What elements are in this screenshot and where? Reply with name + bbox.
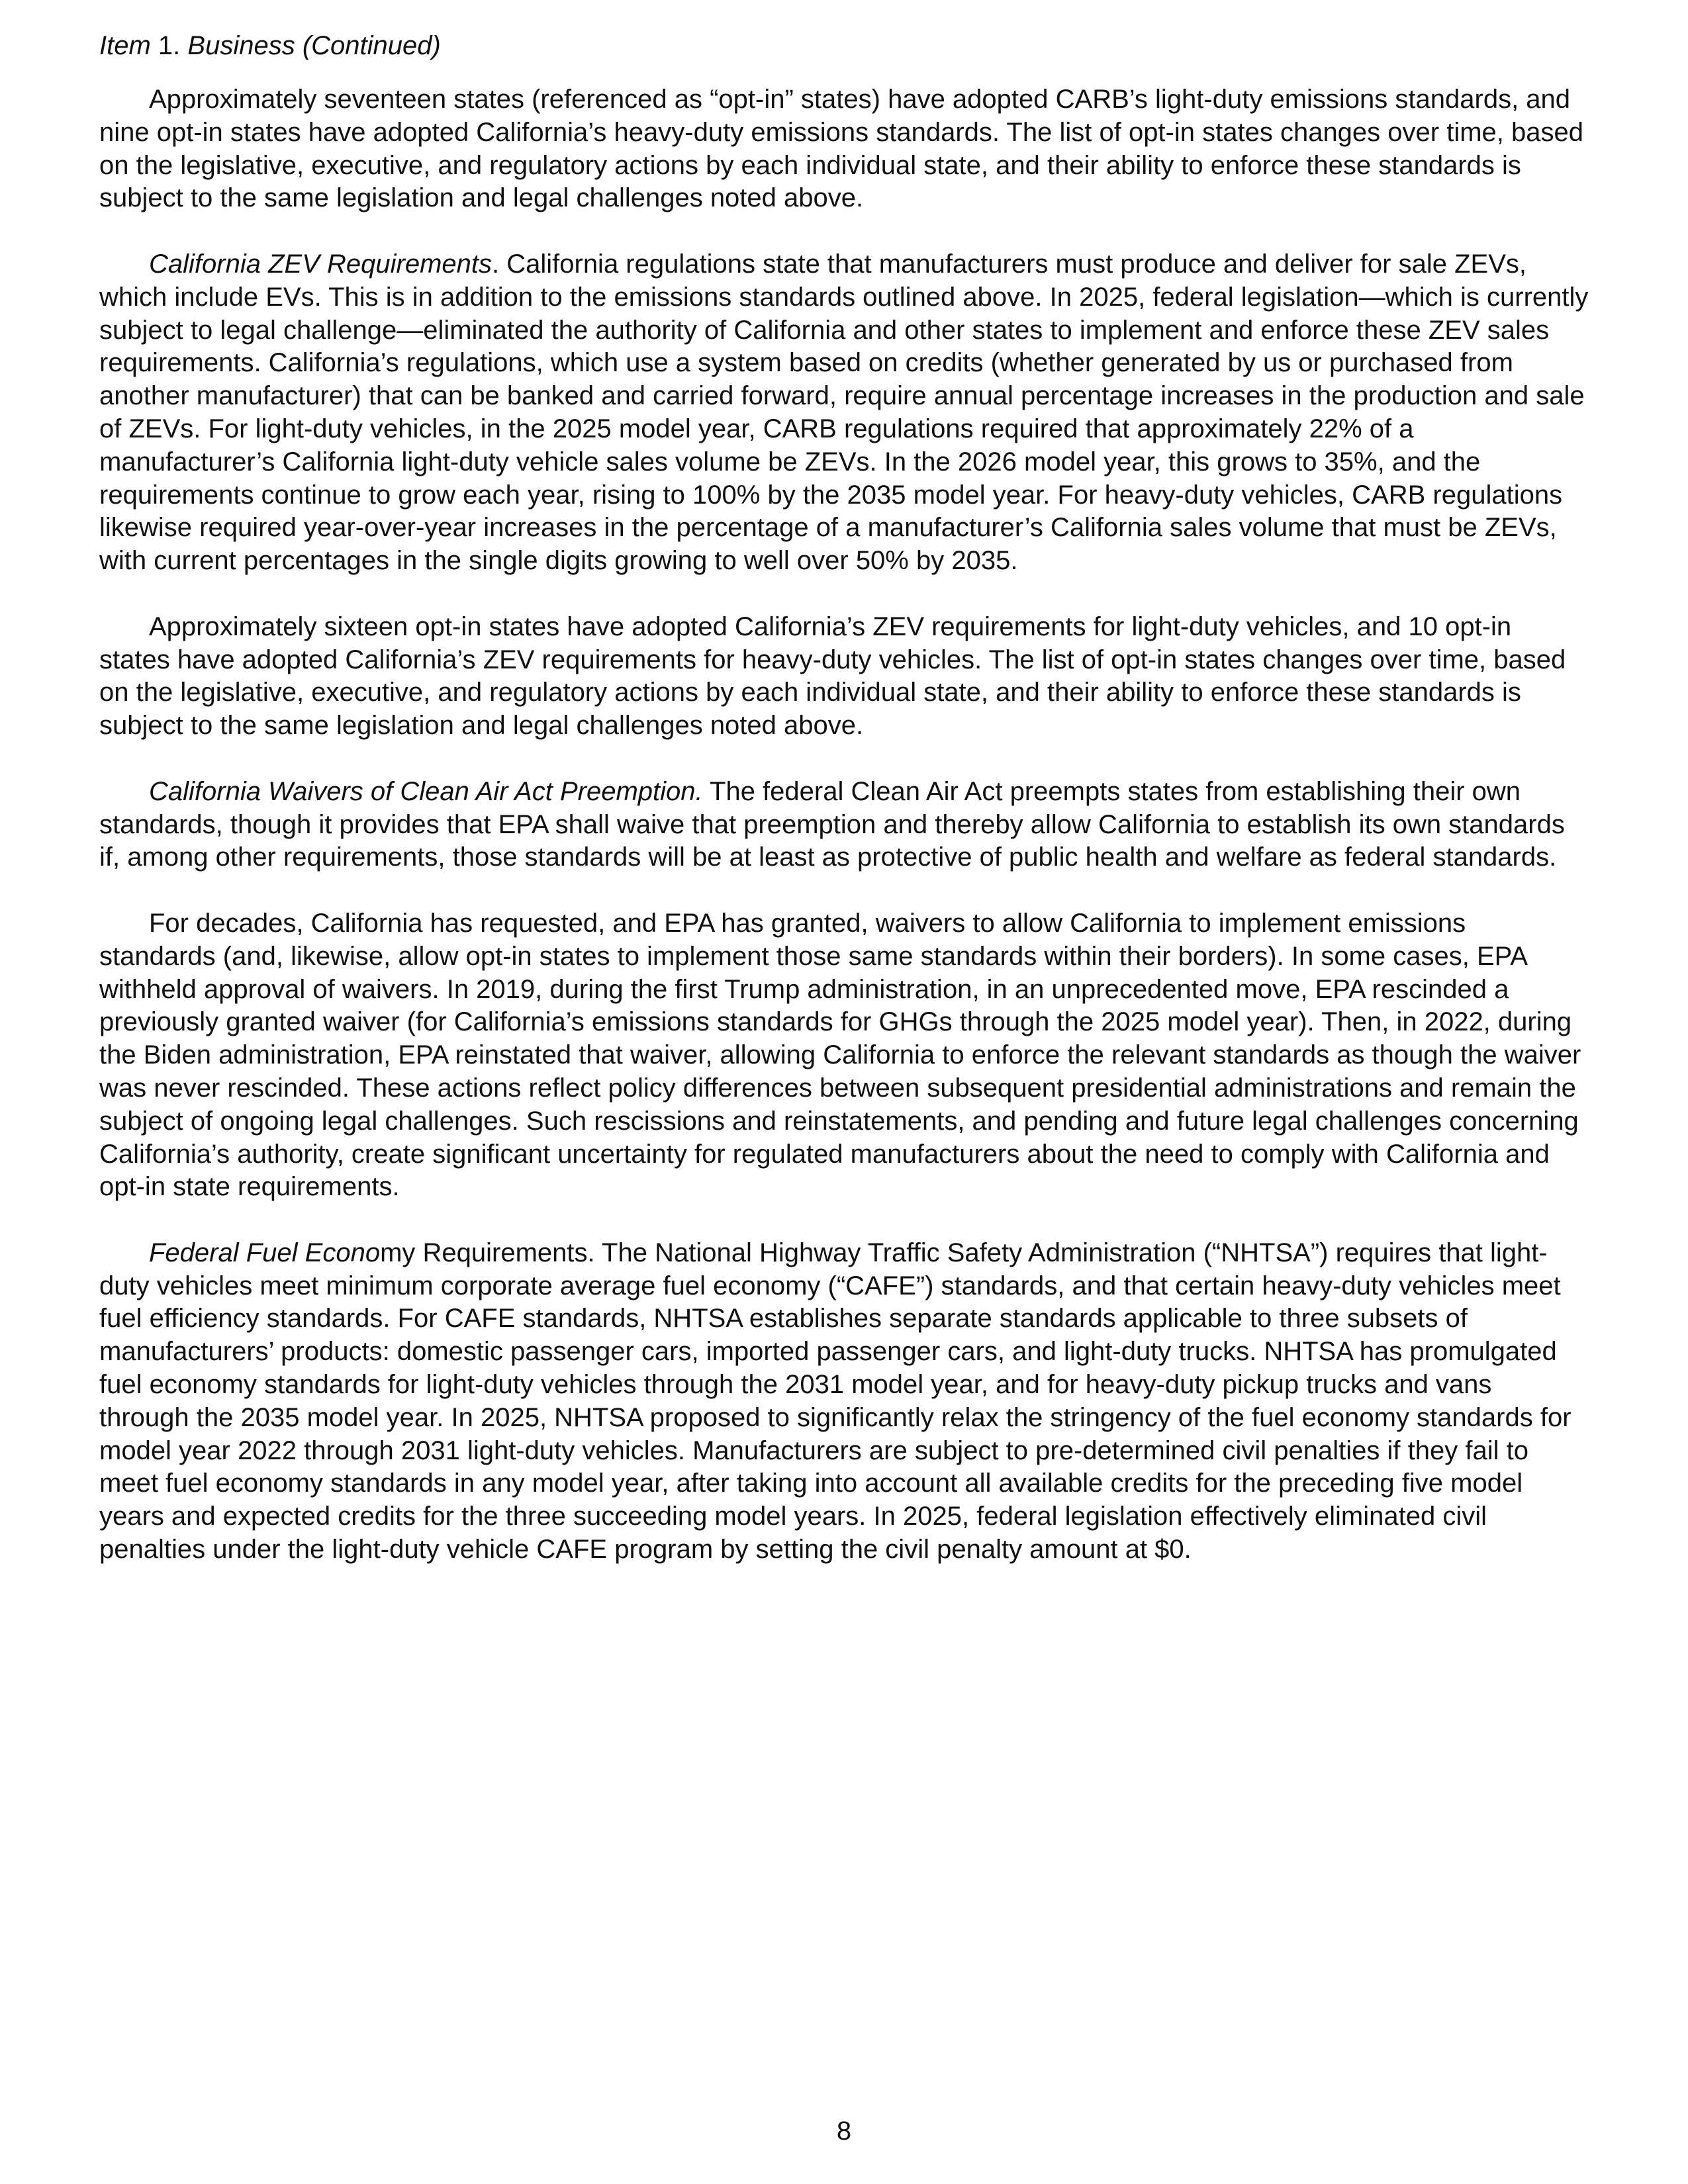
header-item-number: 1. — [158, 31, 181, 60]
paragraph-text: The federal Clean Air Act preempts states from establishing their own standards, though it provides that EPA shall waive that preemption and thereby allow California to establish its own standards if, among other requirements, those standards will be at least as protective of public health and welfare as federal standards. — [99, 776, 1565, 872]
section-header — [99, 26, 1589, 65]
paragraph-zev-opt-in-states — [99, 611, 1589, 743]
paragraph-lead: California Waivers of Clean Air Act Preemption. — [149, 776, 703, 806]
paragraph-opt-in-states — [99, 83, 1589, 215]
paragraph-clean-air-act-waivers — [99, 776, 1589, 874]
paragraph-text: Approximately sixteen opt-in states have adopted California’s ZEV requirements for light-duty vehicles, and 10 opt-in states have adopted California’s ZEV requirements for heavy-duty vehicles. The list of opt-in states changes over time, based on the legislative, executive, and regulatory actions by each individual state, and their ability to enforce these standards is subject to the same legislation and legal challenges noted above. — [99, 612, 1566, 741]
header-section-title: Business (Continued) — [187, 31, 441, 60]
paragraph-lead: California ZEV Requirements — [149, 249, 492, 279]
paragraph-text: Approximately seventeen states (referenced as “opt-in” states) have adopted CARB’s light-duty emissions standards, and nine opt-in states have adopted California’s heavy-duty emissions standards. The list of opt-in states changes over time, based on the legislative, executive, and regulatory actions by each individual state, and their ability to enforce these standards is subject to the same legislation and legal challenges noted above. — [99, 85, 1583, 213]
page-number: 8 — [836, 2116, 852, 2146]
header-item-label: Item — [99, 31, 151, 60]
paragraph-text: my Requirements. The National Highway Traffic Safety Administration (“NHTSA”) requires that light-duty vehicles meet minimum corporate average fuel economy (“CAFE”) standards, and that certain heavy-duty vehicles meet fuel efficiency standards. For CAFE standards, NHTSA establishes separate standards applicable to three subsets of manufacturers’ products: domestic passenger cars, imported passenger cars, and light-duty trucks. NHTSA has promulgated fuel economy standards for light-duty vehicles through the 2031 model year, and for heavy-duty pickup trucks and vans through the 2035 model year. In 2025, NHTSA proposed to significantly relax the stringency of the fuel economy standards for model year 2022 through 2031 light-duty vehicles. Manufacturers are subject to pre-determined civil penalties if they fail to meet fuel economy standards in any model year, after taking into account all available credits for the preceding five model years and expected credits for the three succeeding model years. In 2025, federal legislation effectively eliminated civil penalties under the light-duty vehicle CAFE program by setting the civil penalty amount at $0. — [99, 1238, 1571, 1565]
paragraph-text: For decades, California has requested, and EPA has granted, waivers to allow California to implement emissions standards (and, likewise, allow opt-in states to implement those same standards within their borders). In some cases, EPA withheld approval of waivers. In 2019, during the first Trump administration, in an unprecedented move, EPA rescinded a previously granted waiver (for California’s emissions standards for GHGs through the 2025 model year). Then, in 2022, during the Biden administration, EPA reinstated that waiver, allowing California to enforce the relevant standards as though the waiver was never rescinded. These actions reflect policy differences between subsequent presidential administrations and remain the subject of ongoing legal challenges. Such rescissions and reinstatements, and pending and future legal challenges concerning California’s authority, create significant uncertainty for regulated manufacturers about the need to comply with California and opt-in state requirements. — [99, 908, 1581, 1202]
paragraph-waiver-history — [99, 907, 1589, 1204]
document-page — [99, 26, 1589, 1600]
paragraph-federal-fuel-economy — [99, 1237, 1589, 1567]
paragraph-california-zev-requirements — [99, 248, 1589, 578]
paragraph-text: . California regulations state that manufacturers must produce and deliver for sale ZEVs, which include EVs. This is in addition to the emissions standards outlined above. In 2025, federal legislation—which is currently subject to legal challenge—eliminated the authority of California and other states to implement and enforce these ZEV sales requirements. California’s regulations, which use a system based on credits (whether generated by us or purchased from another manufacturer) that can be banked and carried forward, require annual percentage increases in the production and sale of ZEVs. For light-duty vehicles, in the 2025 model year, CARB regulations required that approximately 22% of a manufacturer’s California light-duty vehicle sales volume be ZEVs. In the 2026 model year, this grows to 35%, and the requirements continue to grow each year, rising to 100% by the 2035 model year. For heavy-duty vehicles, CARB regulations likewise required year-over-year increases in the percentage of a manufacturer’s California sales volume that must be ZEVs, with current percentages in the single digits growing to well over 50% by 2035. — [99, 249, 1589, 576]
paragraph-lead: Federal Fuel Econo — [149, 1238, 381, 1267]
